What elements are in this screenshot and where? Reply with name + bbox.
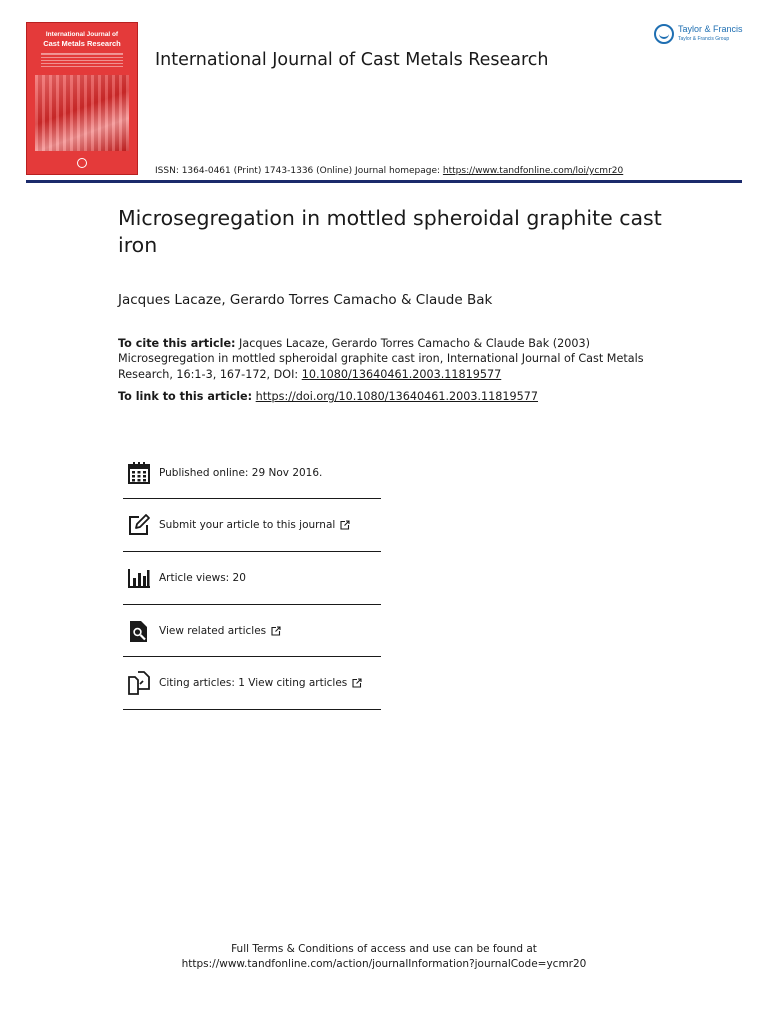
search-document-icon: [127, 619, 151, 643]
external-link-icon: [340, 520, 350, 530]
journal-cover-image: [26, 22, 138, 175]
citing-documents-icon: [127, 671, 151, 695]
publisher-group: Taylor & Francis Group: [678, 36, 730, 42]
journal-title: International Journal of Cast Metals Research: [155, 50, 549, 70]
info-item-related[interactable]: [123, 605, 381, 657]
header-divider: [26, 180, 742, 183]
view-related-articles-link[interactable]: View related articles: [159, 624, 267, 637]
calendar-icon: [127, 461, 151, 485]
issn-text: ISSN: 1364-0461 (Print) 1743-1336 (Online) Journal homepage:: [155, 166, 443, 176]
article-authors: Jacques Lacaze, Gerardo Torres Camacho & Claude Bak: [118, 292, 493, 308]
citation-block: [118, 336, 663, 382]
cover-title-line1: International Journal of: [45, 31, 119, 38]
cover-logo-icon: [77, 158, 87, 168]
article-info-list: [123, 447, 381, 710]
article-doi-url-link[interactable]: https://doi.org/10.1080/13640461.2003.11819577: [255, 390, 539, 403]
publisher-logo-icon: [654, 24, 674, 44]
info-item-published: [123, 447, 381, 499]
cover-photo: [35, 75, 129, 151]
external-link-icon: [352, 678, 362, 688]
info-item-citing[interactable]: [123, 657, 381, 710]
publisher-name: Taylor & Francis: [678, 24, 743, 34]
external-link-icon: [271, 626, 281, 636]
info-item-submit[interactable]: [123, 499, 381, 552]
cite-text: Jacques Lacaze, Gerardo Torres Camacho & Claude Bak (2003) Microsegregation in mottled spheroidal graphite cast iron, International Journal of Cast Metals Research, 16:1-3, 167-172, DOI:: [118, 337, 644, 381]
cover-title-line2: Cast Metals Research: [43, 39, 121, 49]
info-item-views: [123, 552, 381, 605]
citing-articles-link[interactable]: Citing articles: 1 View citing articles: [159, 677, 348, 689]
footer-terms-link[interactable]: https://www.tandfonline.com/action/journalInformation?journalCode=ycmr20: [181, 958, 587, 970]
doi-link[interactable]: 10.1080/13640461.2003.11819577: [301, 367, 502, 381]
cover-subtitle-lines: [41, 53, 123, 68]
submit-article-link[interactable]: Submit your article to this journal: [159, 519, 336, 531]
link-label: To link to this article:: [118, 390, 253, 403]
cover-title: [33, 31, 131, 49]
edit-icon: [127, 513, 151, 537]
article-views-text: Article views: 20: [159, 572, 246, 584]
published-date-text: Published online: 29 Nov 2016.: [159, 466, 323, 479]
publisher-logo[interactable]: [654, 22, 744, 50]
issn-line: [155, 166, 623, 176]
footer-line1: Full Terms & Conditions of access and use can be found at: [231, 943, 537, 955]
bar-chart-icon: [127, 566, 151, 590]
article-title: Microsegregation in mottled spheroidal graphite cast iron: [118, 206, 662, 257]
cite-label: To cite this article:: [118, 337, 236, 350]
terms-footer: [134, 942, 634, 972]
article-link-block: [118, 390, 538, 403]
journal-homepage-link[interactable]: https://www.tandfonline.com/loi/ycmr20: [442, 166, 624, 176]
